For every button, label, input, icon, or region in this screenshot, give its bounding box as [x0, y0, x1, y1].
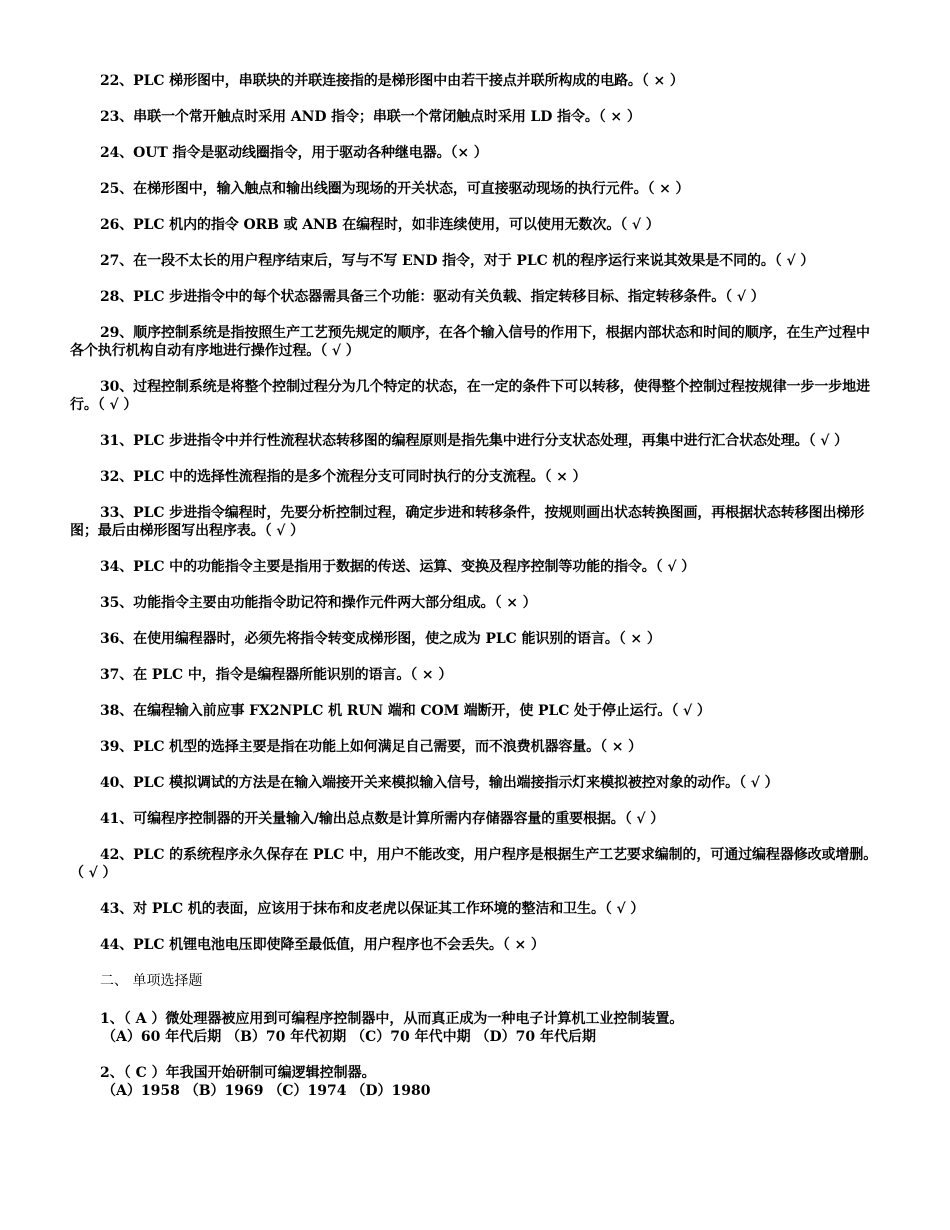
judgement-item-22: 22、PLC 梯形图中，串联块的并联连接指的是梯形图中由若干接点并联所构成的电路。（ × ） — [100, 73, 684, 89]
judgement-item-23: 23、串联一个常开触点时采用 AND 指令；串联一个常闭触点时采用 LD 指令。（ × ） — [100, 109, 641, 125]
judgement-item-24: 24、OUT 指令是驱动线圈指令，用于驱动各种继电器。（× ） — [100, 145, 488, 161]
judgement-item-44: 44、PLC 机锂电池电压即使降至最低值，用户程序也不会丢失。（ × ） — [100, 937, 545, 953]
judgement-item-29: 29、顺序控制系统是指按照生产工艺预先规定的顺序，在各个输入信号的作用下，根据内部状态和时间的顺序，在生产过程中各个执行机构自动有序地进行操作过程。（ √ ） — [70, 325, 870, 359]
judgement-item-38: 38、在编程输入前应事 FX2NPLC 机 RUN 端和 COM 端断开，使 PLC 处于停止运行。（ √ ） — [100, 703, 711, 719]
question-options: （A）60 年代后期 （B）70 年代初期 （C）70 年代中期 （D）70 年代后期 — [102, 1029, 597, 1045]
question-stem: 2、（ C ）年我国开始研制可编逻辑控制器。 — [100, 1065, 376, 1081]
choice-item-1 — [70, 1010, 882, 1046]
choice-list — [70, 1010, 882, 1100]
judgement-item-27: 27、在一段不太长的用户程序结束后，写与不写 END 指令，对于 PLC 机的程序运行来说其效果是不同的。（ √ ） — [100, 253, 815, 269]
judgement-item-33: 33、PLC 步进指令编程时，先要分析控制过程，确定步进和转移条件，按规则画出状态转换图画，再根据状态转移图出梯形图；最后由梯形图写出程序表。（ √ ） — [70, 505, 865, 539]
judgement-item-39: 39、PLC 机型的选择主要是指在功能上如何满足自己需要，而不浪费机器容量。（ × ） — [100, 739, 643, 755]
judgement-item-32: 32、PLC 中的选择性流程指的是多个流程分支可同时执行的分支流程。（ × ） — [100, 469, 587, 485]
judgement-item-28: 28、PLC 步进指令中的每个状态器需具备三个功能：驱动有关负载、指定转移目标、指定转移条件。（ √ ） — [100, 289, 765, 305]
judgement-item-25: 25、在梯形图中，输入触点和输出线圈为现场的开关状态，可直接驱动现场的执行元件。（ × ） — [100, 181, 690, 197]
judgement-item-37: 37、在 PLC 中，指令是编程器所能识别的语言。（ × ） — [100, 667, 453, 683]
document-page — [70, 72, 882, 1118]
judgement-item-30: 30、过程控制系统是将整个控制过程分为几个特定的状态，在一定的条件下可以转移，使得整个控制过程按规律一步一步地进行。（ √ ） — [70, 379, 870, 413]
judgement-item-31: 31、PLC 步进指令中并行性流程状态转移图的编程原则是指先集中进行分支状态处理，再集中进行汇合状态处理。（ √ ） — [100, 433, 849, 449]
judgement-item-26: 26、PLC 机内的指令 ORB 或 ANB 在编程时，如非连续使用，可以使用无数次。（ √ ） — [100, 217, 660, 233]
judgement-item-35: 35、功能指令主要由功能指令助记符和操作元件两大部分组成。（ × ） — [100, 595, 537, 611]
judgement-item-36: 36、在使用编程器时，必须先将指令转变成梯形图，使之成为 PLC 能识别的语言。（ × ） — [100, 631, 661, 647]
question-stem: 1、（ A ）微处理器被应用到可编程序控制器中，从而真正成为一种电子计算机工业控制装置。 — [100, 1011, 684, 1027]
section-title: 二、 单项选择题 — [100, 973, 203, 989]
question-options: （A）1958 （B）1969 （C）1974 （D）1980 — [102, 1083, 431, 1099]
judgement-item-43: 43、对 PLC 机的表面，应该用于抹布和皮老虎以保证其工作环境的整洁和卫生。（ √ ） — [100, 901, 645, 917]
judgement-item-42: 42、PLC 的系统程序永久保存在 PLC 中，用户不能改变，用户程序是根据生产工艺要求编制的，可通过编程器修改或增删。（ √ ） — [70, 847, 878, 881]
judgement-list — [70, 72, 882, 954]
choice-item-2 — [70, 1064, 882, 1100]
judgement-item-41: 41、可编程序控制器的开关量输入/输出总点数是计算所需内存储器容量的重要根据。（ √ ） — [100, 811, 665, 827]
judgement-item-40: 40、PLC 模拟调试的方法是在输入端接开关来模拟输入信号，输出端接指示灯来模拟被控对象的动作。（ √ ） — [100, 775, 779, 791]
judgement-item-34: 34、PLC 中的功能指令主要是指用于数据的传送、运算、变换及程序控制等功能的指令。（ √ ） — [100, 559, 696, 575]
